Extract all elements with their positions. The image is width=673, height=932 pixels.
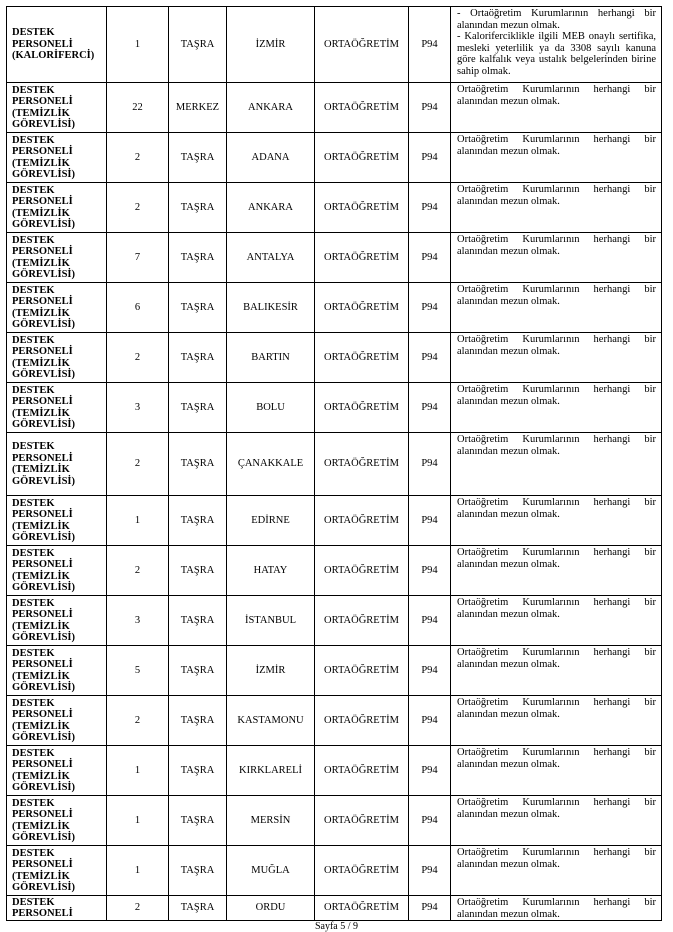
- table-row: [7, 696, 662, 746]
- city-cell: ADANA: [227, 133, 315, 183]
- position-title-cell: DESTEK PERSONELİ (TEMİZLİK GÖREVLİSİ): [7, 283, 107, 333]
- requirement-text: Ortaöğretim Kurumlarının herhangi bir alanından mezun olmak.: [457, 284, 656, 307]
- table-row: [7, 183, 662, 233]
- education-cell: ORTAÖĞRETİM: [315, 496, 409, 546]
- requirement-text: Ortaöğretim Kurumlarının herhangi bir alanından mezun olmak.: [457, 747, 656, 770]
- region-cell: TAŞRA: [169, 283, 227, 333]
- requirement-cell: [451, 696, 662, 746]
- requirement-cell: [451, 496, 662, 546]
- education-cell: ORTAÖĞRETİM: [315, 646, 409, 696]
- table-row: [7, 796, 662, 846]
- count-cell: 6: [107, 283, 169, 333]
- city-cell: BALIKESİR: [227, 283, 315, 333]
- city-cell: ÇANAKKALE: [227, 433, 315, 496]
- education-cell: ORTAÖĞRETİM: [315, 696, 409, 746]
- region-cell: TAŞRA: [169, 183, 227, 233]
- code-cell: P94: [409, 646, 451, 696]
- position-title-cell: DESTEK PERSONELİ (TEMİZLİK GÖREVLİSİ): [7, 233, 107, 283]
- city-cell: MUĞLA: [227, 846, 315, 896]
- requirement-text: Ortaöğretim Kurumlarının herhangi bir alanından mezun olmak.: [457, 384, 656, 407]
- position-title-cell: DESTEK PERSONELİ (TEMİZLİK GÖREVLİSİ): [7, 846, 107, 896]
- requirement-cell: [451, 183, 662, 233]
- education-cell: ORTAÖĞRETİM: [315, 83, 409, 133]
- code-cell: P94: [409, 796, 451, 846]
- education-cell: ORTAÖĞRETİM: [315, 383, 409, 433]
- education-cell: ORTAÖĞRETİM: [315, 846, 409, 896]
- region-cell: TAŞRA: [169, 496, 227, 546]
- count-cell: 2: [107, 333, 169, 383]
- count-cell: 2: [107, 896, 169, 921]
- city-cell: ORDU: [227, 896, 315, 921]
- position-title-cell: DESTEK PERSONELİ (TEMİZLİK GÖREVLİSİ): [7, 183, 107, 233]
- table-row: [7, 83, 662, 133]
- requirement-text: Ortaöğretim Kurumlarının herhangi bir alanından mezun olmak.: [457, 847, 656, 870]
- requirement-text: Ortaöğretim Kurumlarının herhangi bir alanından mezun olmak.: [457, 897, 656, 920]
- requirement-text: Ortaöğretim Kurumlarının herhangi bir alanından mezun olmak.: [457, 184, 656, 207]
- education-cell: ORTAÖĞRETİM: [315, 7, 409, 83]
- region-cell: TAŞRA: [169, 796, 227, 846]
- count-cell: 22: [107, 83, 169, 133]
- requirement-cell: [451, 133, 662, 183]
- education-cell: ORTAÖĞRETİM: [315, 896, 409, 921]
- table-row: [7, 433, 662, 496]
- region-cell: TAŞRA: [169, 696, 227, 746]
- education-cell: ORTAÖĞRETİM: [315, 183, 409, 233]
- position-title-cell: DESTEK PERSONELİ (TEMİZLİK GÖREVLİSİ): [7, 133, 107, 183]
- education-cell: ORTAÖĞRETİM: [315, 133, 409, 183]
- code-cell: P94: [409, 846, 451, 896]
- count-cell: 1: [107, 746, 169, 796]
- table-row: [7, 496, 662, 546]
- region-cell: TAŞRA: [169, 383, 227, 433]
- code-cell: P94: [409, 133, 451, 183]
- requirement-cell: [451, 433, 662, 496]
- requirement-cell: [451, 796, 662, 846]
- city-cell: BOLU: [227, 383, 315, 433]
- code-cell: P94: [409, 496, 451, 546]
- education-cell: ORTAÖĞRETİM: [315, 333, 409, 383]
- city-cell: MERSİN: [227, 796, 315, 846]
- requirement-text: Ortaöğretim Kurumlarının herhangi bir alanından mezun olmak.: [457, 497, 656, 520]
- count-cell: 1: [107, 7, 169, 83]
- page-footer: Sayfa 5 / 9: [314, 921, 359, 932]
- code-cell: P94: [409, 383, 451, 433]
- count-cell: 7: [107, 233, 169, 283]
- region-cell: TAŞRA: [169, 546, 227, 596]
- city-cell: ANKARA: [227, 183, 315, 233]
- requirement-cell: [451, 746, 662, 796]
- code-cell: P94: [409, 233, 451, 283]
- count-cell: 2: [107, 546, 169, 596]
- requirement-cell: [451, 7, 662, 83]
- position-title-cell: DESTEK PERSONELİ (TEMİZLİK GÖREVLİSİ): [7, 433, 107, 496]
- region-cell: TAŞRA: [169, 133, 227, 183]
- region-cell: TAŞRA: [169, 233, 227, 283]
- requirement-text: - Kaloriferciklikle ilgili MEB onaylı sertifika, mesleki yeterlilik ya da 3308 sayılı kanuna göre kalfalık veya ustalık belgelerinden birine sahip olmak.: [457, 31, 656, 77]
- education-cell: ORTAÖĞRETİM: [315, 433, 409, 496]
- region-cell: TAŞRA: [169, 646, 227, 696]
- code-cell: P94: [409, 83, 451, 133]
- table-row: [7, 333, 662, 383]
- region-cell: TAŞRA: [169, 333, 227, 383]
- requirement-text: Ortaöğretim Kurumlarının herhangi bir alanından mezun olmak.: [457, 597, 656, 620]
- table-row: [7, 7, 662, 83]
- table-row: [7, 546, 662, 596]
- position-title-cell: DESTEK PERSONELİ (TEMİZLİK GÖREVLİSİ): [7, 746, 107, 796]
- region-cell: TAŞRA: [169, 596, 227, 646]
- code-cell: P94: [409, 283, 451, 333]
- city-cell: KIRKLARELİ: [227, 746, 315, 796]
- table-row: [7, 746, 662, 796]
- position-title-cell: DESTEK PERSONELİ (TEMİZLİK GÖREVLİSİ): [7, 83, 107, 133]
- education-cell: ORTAÖĞRETİM: [315, 283, 409, 333]
- city-cell: İZMİR: [227, 7, 315, 83]
- count-cell: 2: [107, 433, 169, 496]
- position-title-cell: DESTEK PERSONELİ (TEMİZLİK GÖREVLİSİ): [7, 696, 107, 746]
- requirement-cell: [451, 896, 662, 921]
- table-row: [7, 896, 662, 921]
- requirement-text: Ortaöğretim Kurumlarının herhangi bir alanından mezun olmak.: [457, 434, 656, 457]
- code-cell: P94: [409, 896, 451, 921]
- position-title-cell: DESTEK PERSONELİ (TEMİZLİK GÖREVLİSİ): [7, 496, 107, 546]
- table-row: [7, 133, 662, 183]
- position-title-cell: DESTEK PERSONELİ (TEMİZLİK GÖREVLİSİ): [7, 596, 107, 646]
- requirement-cell: [451, 283, 662, 333]
- count-cell: 3: [107, 383, 169, 433]
- position-title-cell: DESTEK PERSONELİ (TEMİZLİK GÖREVLİSİ): [7, 546, 107, 596]
- city-cell: KASTAMONU: [227, 696, 315, 746]
- region-cell: MERKEZ: [169, 83, 227, 133]
- requirement-text: Ortaöğretim Kurumlarının herhangi bir alanından mezun olmak.: [457, 797, 656, 820]
- position-title-cell: DESTEK PERSONELİ (TEMİZLİK GÖREVLİSİ): [7, 333, 107, 383]
- education-cell: ORTAÖĞRETİM: [315, 233, 409, 283]
- position-title-cell: DESTEK PERSONELİ (TEMİZLİK GÖREVLİSİ): [7, 383, 107, 433]
- region-cell: TAŞRA: [169, 746, 227, 796]
- count-cell: 3: [107, 596, 169, 646]
- requirement-cell: [451, 233, 662, 283]
- city-cell: EDİRNE: [227, 496, 315, 546]
- city-cell: ANTALYA: [227, 233, 315, 283]
- requirement-cell: [451, 546, 662, 596]
- requirement-text: Ortaöğretim Kurumlarının herhangi bir alanından mezun olmak.: [457, 334, 656, 357]
- count-cell: 1: [107, 496, 169, 546]
- code-cell: P94: [409, 333, 451, 383]
- code-cell: P94: [409, 546, 451, 596]
- code-cell: P94: [409, 183, 451, 233]
- code-cell: P94: [409, 433, 451, 496]
- table-row: [7, 596, 662, 646]
- region-cell: TAŞRA: [169, 7, 227, 83]
- position-title-cell: DESTEK PERSONELİ (TEMİZLİK GÖREVLİSİ): [7, 796, 107, 846]
- requirement-text: Ortaöğretim Kurumlarının herhangi bir alanından mezun olmak.: [457, 547, 656, 570]
- position-title-cell: DESTEK PERSONELİ: [7, 896, 107, 921]
- position-title-cell: DESTEK PERSONELİ (KALORİFERCİ): [7, 7, 107, 83]
- table-row: [7, 383, 662, 433]
- requirement-cell: [451, 646, 662, 696]
- education-cell: ORTAÖĞRETİM: [315, 796, 409, 846]
- education-cell: ORTAÖĞRETİM: [315, 596, 409, 646]
- requirement-cell: [451, 333, 662, 383]
- city-cell: İZMİR: [227, 646, 315, 696]
- count-cell: 5: [107, 646, 169, 696]
- requirement-cell: [451, 846, 662, 896]
- count-cell: 1: [107, 846, 169, 896]
- table-row: [7, 233, 662, 283]
- requirement-text: Ortaöğretim Kurumlarının herhangi bir alanından mezun olmak.: [457, 697, 656, 720]
- education-cell: ORTAÖĞRETİM: [315, 546, 409, 596]
- code-cell: P94: [409, 596, 451, 646]
- position-title-cell: DESTEK PERSONELİ (TEMİZLİK GÖREVLİSİ): [7, 646, 107, 696]
- requirement-cell: [451, 83, 662, 133]
- region-cell: TAŞRA: [169, 896, 227, 921]
- education-cell: ORTAÖĞRETİM: [315, 746, 409, 796]
- city-cell: ANKARA: [227, 83, 315, 133]
- requirement-text: - Ortaöğretim Kurumlarının herhangi bir alanından mezun olmak.: [457, 8, 656, 31]
- region-cell: TAŞRA: [169, 846, 227, 896]
- count-cell: 2: [107, 183, 169, 233]
- region-cell: TAŞRA: [169, 433, 227, 496]
- count-cell: 2: [107, 133, 169, 183]
- count-cell: 1: [107, 796, 169, 846]
- city-cell: HATAY: [227, 546, 315, 596]
- code-cell: P94: [409, 7, 451, 83]
- table-row: [7, 846, 662, 896]
- requirement-text: Ortaöğretim Kurumlarının herhangi bir alanından mezun olmak.: [457, 84, 656, 107]
- requirement-cell: [451, 383, 662, 433]
- table-row: [7, 646, 662, 696]
- city-cell: İSTANBUL: [227, 596, 315, 646]
- count-cell: 2: [107, 696, 169, 746]
- table-row: [7, 283, 662, 333]
- requirement-text: Ortaöğretim Kurumlarının herhangi bir alanından mezun olmak.: [457, 234, 656, 257]
- positions-table: [6, 6, 662, 921]
- code-cell: P94: [409, 746, 451, 796]
- requirement-text: Ortaöğretim Kurumlarının herhangi bir alanından mezun olmak.: [457, 647, 656, 670]
- code-cell: P94: [409, 696, 451, 746]
- requirement-text: Ortaöğretim Kurumlarının herhangi bir alanından mezun olmak.: [457, 134, 656, 157]
- city-cell: BARTIN: [227, 333, 315, 383]
- requirement-cell: [451, 596, 662, 646]
